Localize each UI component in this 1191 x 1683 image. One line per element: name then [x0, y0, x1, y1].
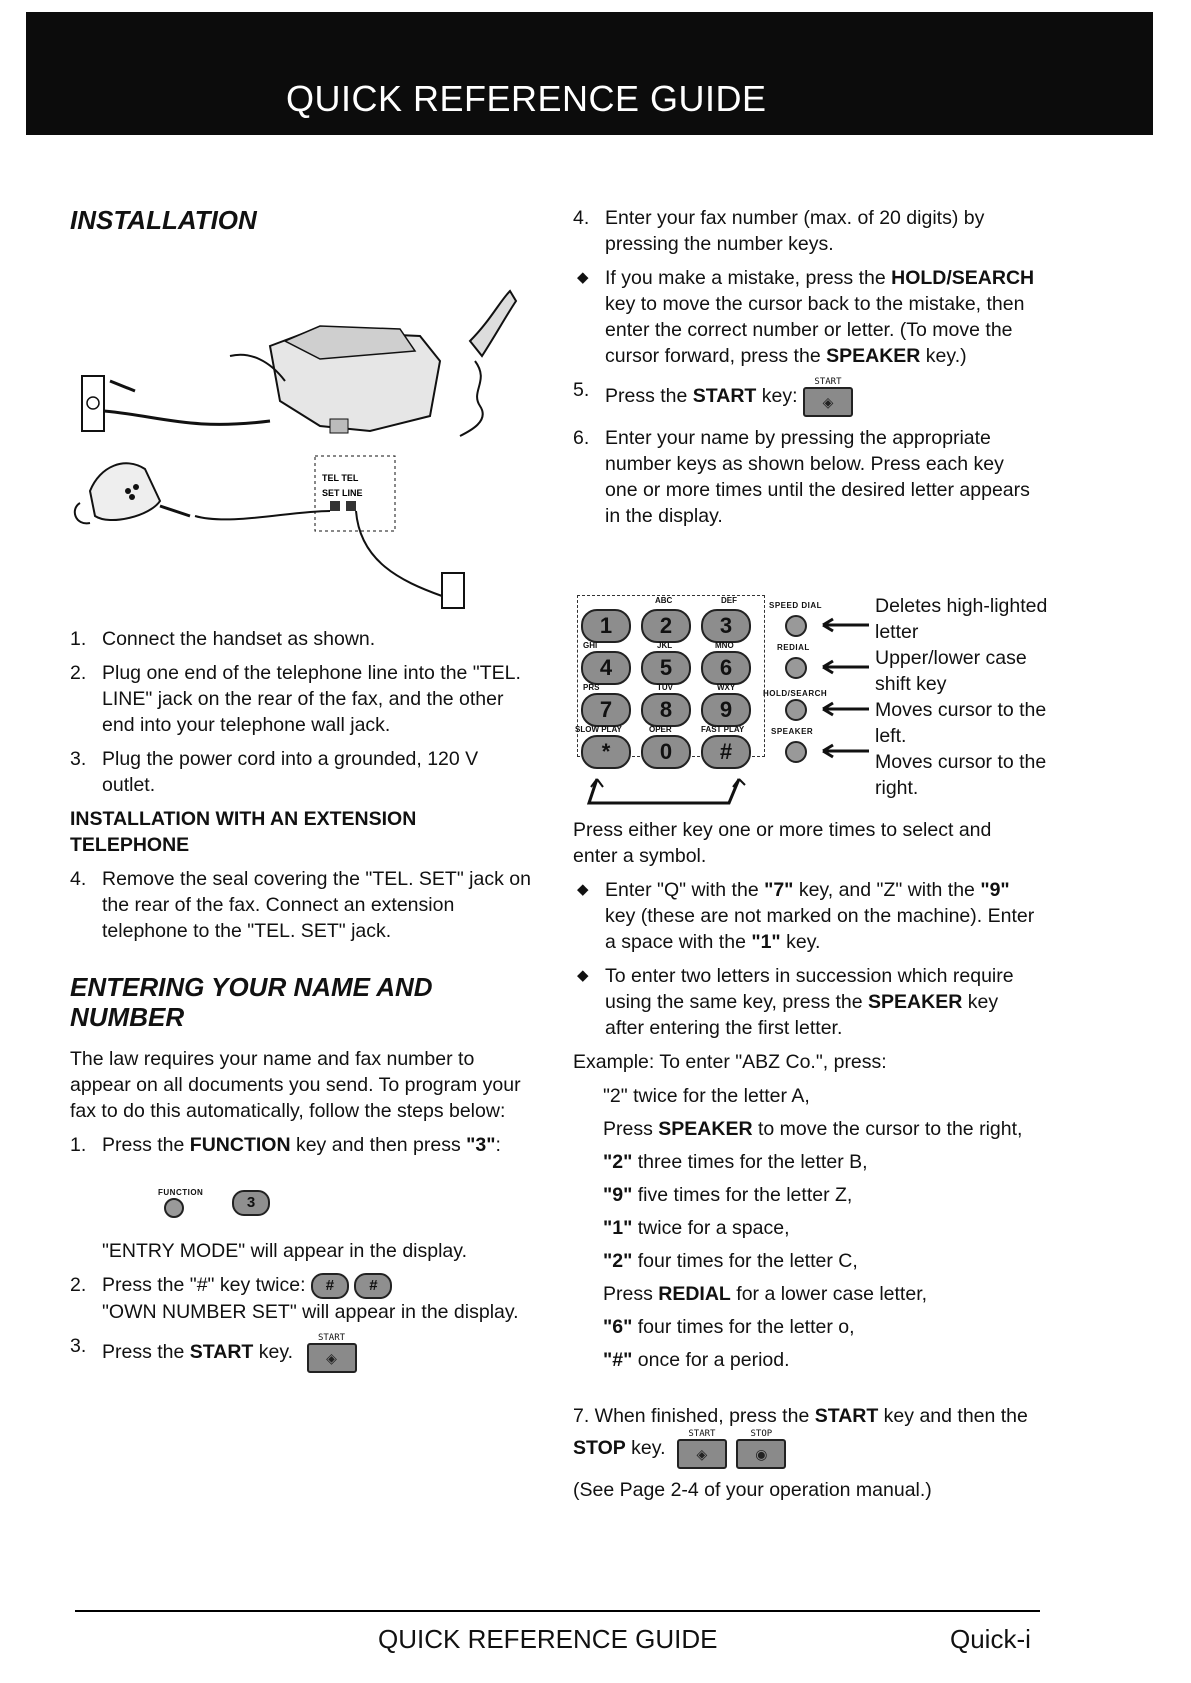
entry-step-4: 4. Enter your fax number (max. of 20 digits) by pressing the number keys.: [573, 207, 985, 255]
keypad-key-0: 0: [641, 735, 691, 769]
hold-search-label: HOLD/SEARCH: [763, 689, 828, 698]
entering-heading: ENTERING YOUR NAME AND NUMBER: [70, 972, 433, 1032]
keypad-key-6: 6: [701, 651, 751, 685]
example-line-2: Press SPEAKER to move the cursor to the right,: [603, 1118, 1023, 1140]
entry-step-5: 5. Press the START key: START ◈: [573, 377, 1041, 417]
example-line-7: Press REDIAL for a lower case letter,: [603, 1283, 928, 1305]
right-column: [573, 205, 1041, 537]
mistake-bullet: ◆ If you make a mistake, press the HOLD/SEARCH key to move the cursor back to the mistake, then enter the correct number or letter. (To move the cursor forward, press the SPEAKER key.): [577, 267, 1035, 367]
example-line-5: "1" twice for a space,: [603, 1217, 790, 1239]
example-intro: Example: To enter "ABZ Co.", press:: [573, 1051, 887, 1073]
hash-key-icon: #: [311, 1273, 349, 1299]
start-key-icon: START ◈: [803, 377, 853, 417]
installation-figure: [70, 241, 532, 626]
keypad-key-star: *: [581, 735, 631, 769]
keypad-key-5: 5: [641, 651, 691, 685]
function-descriptions: [875, 593, 1050, 801]
redial-key-icon: [785, 657, 807, 679]
start-key-icon: START ◈: [307, 1333, 357, 1373]
symbol-note: Press either key one or more times to select and enter a symbol.: [573, 819, 992, 867]
function-key-group: [158, 1166, 532, 1238]
example-line-4: "9" five times for the letter Z,: [603, 1184, 853, 1206]
hold-search-desc: Moves cursor to the left.: [875, 699, 1047, 747]
header-banner: [26, 12, 1153, 135]
keypad-key-8: 8: [641, 693, 691, 727]
keypad-key-hash: #: [701, 735, 751, 769]
hash-key-icon-2: #: [354, 1273, 392, 1299]
entry-step-6: 6. Enter your name by pressing the appropriate number keys as shown below. Press each key one or more times until the desired letter appears in the display.: [573, 427, 1030, 527]
example-line-1: "2" twice for the letter A,: [603, 1085, 810, 1107]
footer-page-number: Quick-i: [950, 1624, 1031, 1654]
set-line-label: SET LINE: [322, 488, 363, 498]
example-line-3: "2" three times for the letter B,: [603, 1151, 868, 1173]
example-line-6: "2" four times for the letter C,: [603, 1250, 858, 1272]
right-column-lower: [573, 817, 1041, 1511]
entry-mode-note: "ENTRY MODE" will appear in the display.: [102, 1240, 467, 1262]
fax-installation-illustration: [70, 241, 532, 626]
speed-dial-label: SPEED DIAL: [769, 601, 823, 610]
function-key-icon: [164, 1198, 184, 1218]
redial-desc: Upper/lower case shift key: [875, 647, 1027, 695]
keypad-key-9: 9: [701, 693, 751, 727]
install-step-2: 2. Plug one end of the telephone line into the "TEL. LINE" jack on the rear of the fax, and the other end into your telephone wall jack.: [70, 662, 521, 736]
entry-step-2: 2. Press the "#" key twice: # # "OWN NUMBER SET" will appear in the display.: [70, 1274, 519, 1323]
speed-dial-desc: Deletes high-lighted letter: [875, 595, 1048, 643]
entering-intro: The law requires your name and fax number to appear on all documents you send. To program your fax to do this automatically, follow the steps below:: [70, 1048, 521, 1122]
keypad-key-7: 7: [581, 693, 631, 727]
function-arrows: [809, 613, 873, 763]
installation-heading: INSTALLATION: [70, 205, 257, 235]
example-line-8: "6" four times for the letter o,: [603, 1316, 855, 1338]
function-key-label: FUNCTION: [158, 1188, 204, 1197]
install-step-1: 1. Connect the handset as shown.: [70, 628, 376, 650]
see-page-note: (See Page 2-4 of your operation manual.): [573, 1479, 932, 1501]
left-column: [70, 205, 532, 1381]
start-key-icon: START ◈: [677, 1429, 727, 1469]
entry-step-1: 1. Press the FUNCTION key and then press "3":: [70, 1134, 501, 1156]
digit-3-key-icon: 3: [232, 1190, 270, 1216]
keypad-figure: ABC DEF 1 2 3 GHI JKL MNO 4 5 6 PRS TUV WXY 7 8 9 SLOW PLAY OPER FAST PLAY * 0 # SPEED DIAL REDIAL HOLD/SEARCH SPEAKER Deletes high-lighted letter Upper/lower case shift key Moves cursor to the left. Moves cursor to the right.: [573, 593, 1043, 813]
stop-key-icon: STOP ◉: [736, 1429, 786, 1469]
example-line-9: "#" once for a period.: [603, 1349, 790, 1371]
speaker-key-icon: [785, 741, 807, 763]
succession-bullet: ◆ To enter two letters in succession which require using the same key, press the SPEAKER key after entering the first letter.: [577, 965, 1014, 1039]
footer-divider: [75, 1610, 1040, 1612]
diamond-bullet-icon: ◆: [577, 967, 589, 984]
hold-search-key-icon: [785, 699, 807, 721]
keypad-key-3: 3: [701, 609, 751, 643]
diamond-bullet-icon: ◆: [577, 269, 589, 286]
install-step-3: 3. Plug the power cord into a grounded, 120 V outlet.: [70, 748, 479, 796]
keypad-key-1: 1: [581, 609, 631, 643]
symbol-keys-bracket: [583, 771, 763, 807]
qz-bullet: ◆ Enter "Q" with the "7" key, and "Z" with the "9" key (these are not marked on the machine). Enter a space with the "1" key.: [577, 879, 1035, 953]
diamond-bullet-icon: ◆: [577, 881, 589, 898]
keypad-key-4: 4: [581, 651, 631, 685]
speaker-desc: Moves cursor to the right.: [875, 751, 1047, 799]
footer-title: QUICK REFERENCE GUIDE: [378, 1624, 718, 1654]
keypad-key-2: 2: [641, 609, 691, 643]
redial-label: REDIAL: [777, 643, 810, 652]
speed-dial-key-icon: [785, 615, 807, 637]
speaker-label: SPEAKER: [771, 727, 814, 736]
page-title: QUICK REFERENCE GUIDE: [286, 78, 767, 119]
tel-jack-label: TEL TEL: [322, 473, 359, 483]
entry-step-7: 7. When finished, press the START key and then the STOP key. START ◈ STOP ◉: [573, 1403, 1041, 1469]
install-step-4: 4. Remove the seal covering the "TEL. SET" jack on the rear of the fax. Connect an extension telephone to the "TEL. SET" jack.: [70, 868, 531, 942]
example-lines: [573, 1083, 1041, 1373]
entry-step-3: 3. Press the START key. START ◈: [70, 1333, 532, 1373]
extension-heading: INSTALLATION WITH AN EXTENSION TELEPHONE: [70, 808, 417, 856]
